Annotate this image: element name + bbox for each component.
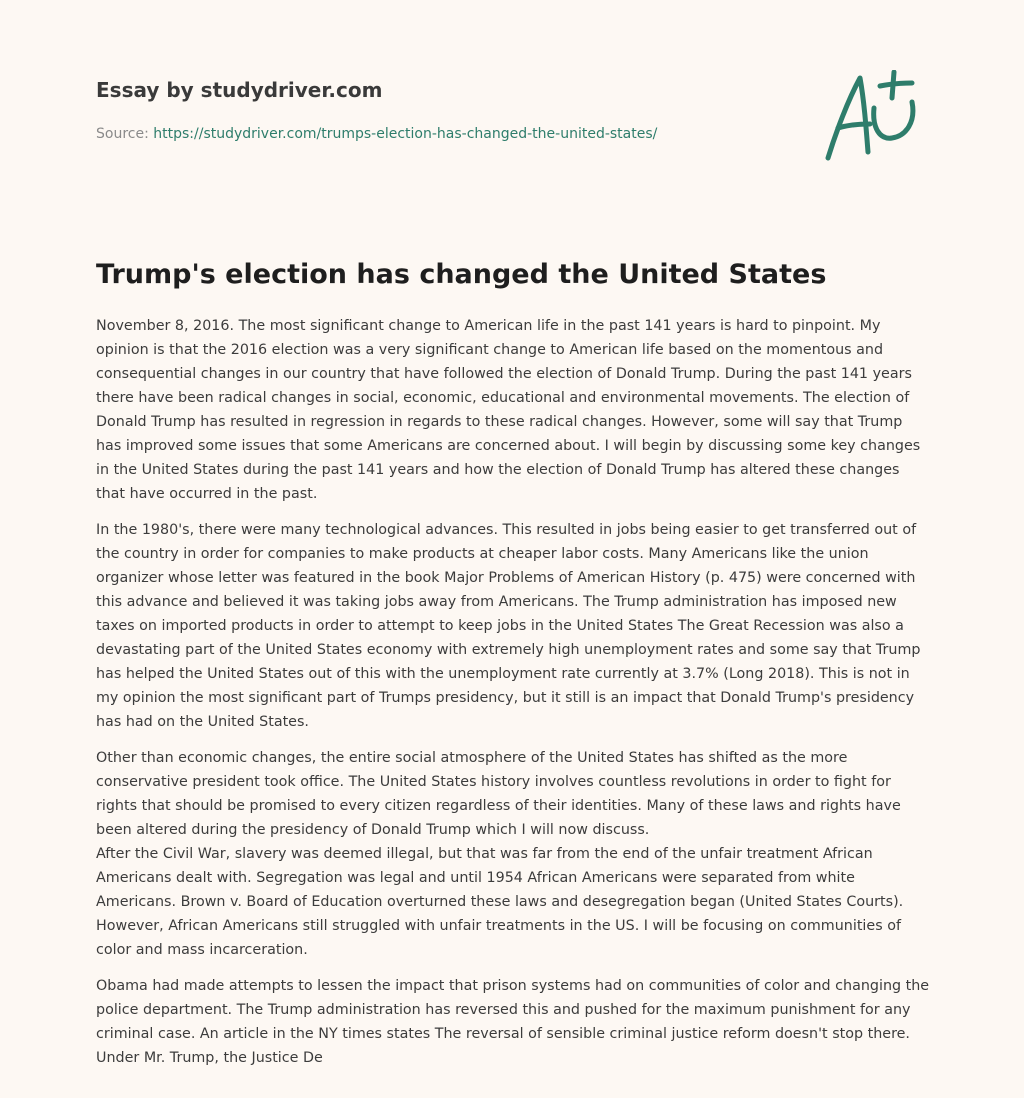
essay-paragraph: Other than economic changes, the entire social atmosphere of the United States has shifted as the more conservative president took office. The United States history involves countless revolutions in order to fight for rights that should be promised to every citizen regardless of their identities. Many of these laws and rights have been altered during the presidency of Donald Trump which I will now discuss. [96,750,901,838]
essay-paragraph: November 8, 2016. The most significant change to American life in the past 141 years is hard to pinpoint. My opinion is that the 2016 election was a very significant change to American life based on the momentous and consequential changes in our country that have followed the election of Donald Trump. During the past 141 years there have been radical changes in social, economic, educational and environmental movements. The election of Donald Trump has resulted in regression in regards to these radical changes. However, some will say that Trump has improved some issues that some Americans are concerned about. I will begin by discussing some key changes in the United States during the past 141 years and how the election of Donald Trump has altered these changes that have occurred in the past. [96,318,921,502]
essay-body [96,314,930,1082]
a-plus-logo-icon [822,70,926,164]
essay-title: Trump's election has changed the United States [96,259,827,290]
essay-paragraph: Obama had made attempts to lessen the impact that prison systems had on communities of color and changing the police department. The Trump administration has reversed this and pushed for the maximum punishment for any criminal case. An article in the NY times states The reversal of sensible criminal justice reform doesn't stop there. Under Mr. Trump, the Justice De [96,978,930,1066]
source-link[interactable]: https://studydriver.com/trumps-election-has-changed-the-united-states/ [153,126,658,142]
essay-header [96,76,796,144]
essay-paragraph: After the Civil War, slavery was deemed illegal, but that was far from the end of the unfair treatment African Americans dealt with. Segregation was legal and until 1954 African Americans were separated from white Americans. Brown v. Board of Education overturned these laws and desegregation began (United States Courts). However, African Americans still struggled with unfair treatments in the US. I will be focusing on communities of color and mass incarceration. [96,846,904,958]
brand-title: Essay by studydriver.com [96,78,383,102]
source-label: Source: [96,126,149,142]
source-line [96,124,796,144]
essay-paragraph: In the 1980's, there were many technological advances. This resulted in jobs being easier to get transferred out of the country in order for companies to make products at cheaper labor costs. Many Americans like the union organizer whose letter was featured in the book Major Problems of American History (p. 475) were concerned with this advance and believed it was taking jobs away from Americans. The Trump administration has imposed new taxes on imported products in order to attempt to keep jobs in the United States The Great Recession was also a devastating part of the United States economy with extremely high unemployment rates and some say that Trump has helped the United States out of this with the unemployment rate currently at 3.7% (Long 2018). This is not in my opinion the most significant part of Trumps presidency, but it still is an impact that Donald Trump's presidency has had on the United States. [96,522,921,730]
